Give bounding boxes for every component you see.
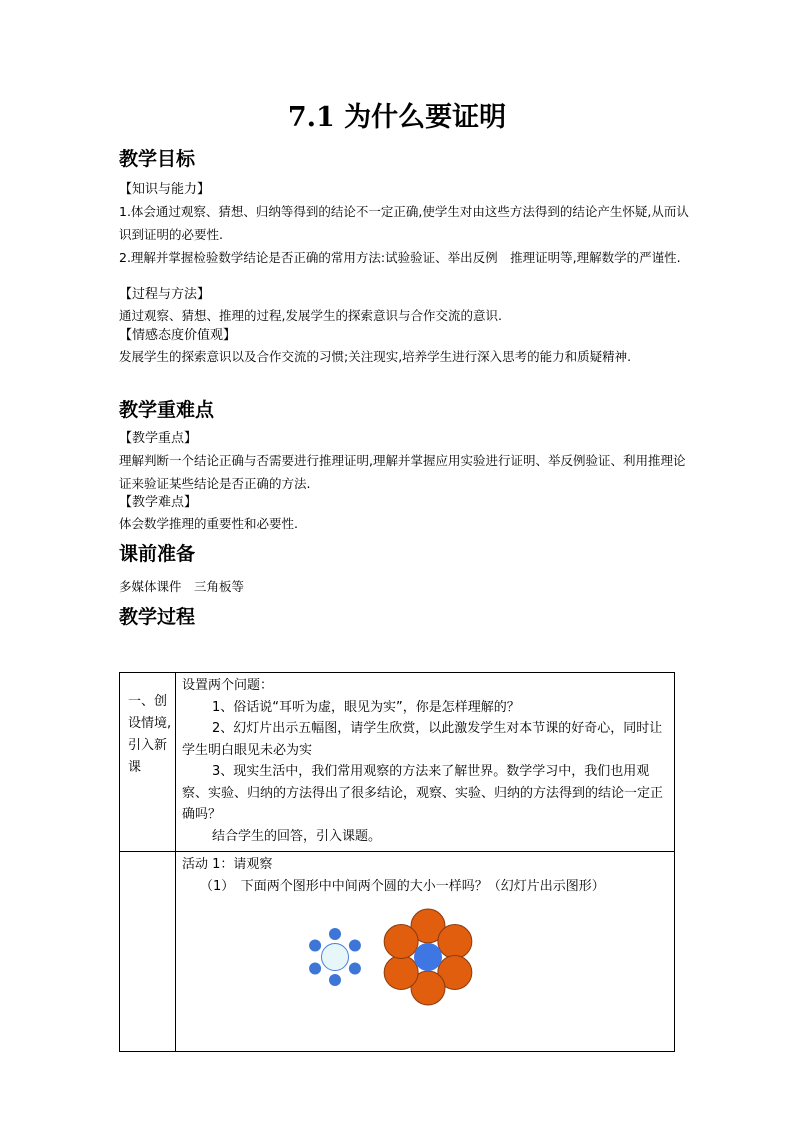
small-surround-circle — [330, 929, 341, 940]
stage-content-cell — [176, 673, 675, 852]
preparation-text: 多媒体课件 三角板等 — [119, 579, 245, 594]
table-row — [120, 673, 675, 852]
procedure-heading: 教学过程 — [119, 606, 196, 628]
difficulty-label: 【教学难点】 — [119, 495, 198, 510]
ebbinghaus-svg — [182, 897, 676, 1047]
procedure-table — [119, 672, 675, 1052]
small-surround-circle — [349, 963, 360, 974]
page-title: 7.1 为什么要证明 — [287, 102, 507, 133]
question-2: 2、幻灯片出示五幅图，请学生欣赏，以此激发学生对本节课的好奇心，同时让学生明白眼见未必为实 — [182, 721, 663, 758]
right-center-circle — [415, 944, 442, 971]
preparation-heading: 课前准备 — [119, 543, 196, 565]
attitude-text: 发展学生的探索意识以及合作交流的习惯;关注现实,培养学生进行深入思考的能力和质疑精神. — [119, 349, 632, 364]
large-surround-circle — [384, 925, 418, 959]
left-center-circle — [322, 944, 349, 971]
question-3: 3、现实生活中，我们常用观察的方法来了解世界。数学学习中，我们也用观察、实验、归纳的方法得出了很多结论，观察、实验、归纳的方法得到的结论一定正确吗？ — [182, 764, 664, 822]
small-surround-circle — [310, 940, 321, 951]
stage-label: 一、创设情境,引入新课 — [128, 694, 172, 775]
ebbinghaus-figure — [182, 897, 668, 1047]
knowledge-items — [119, 200, 694, 269]
key-points-heading: 教学重难点 — [119, 399, 215, 421]
closing-text: 结合学生的回答，引入课题。 — [212, 828, 382, 844]
large-surround-circle — [438, 925, 472, 959]
activity-question: （1） 下面两个图形中中间两个圆的大小一样吗？（幻灯片出示图形） — [200, 878, 605, 894]
focus-label: 【教学重点】 — [119, 431, 198, 446]
stage-label-cell-empty — [120, 852, 176, 1052]
stage-label-cell — [120, 673, 176, 852]
difficulty-text: 体会数学推理的重要性和必要性. — [119, 516, 298, 531]
large-surround-circle — [384, 956, 418, 990]
question-1: 1、俗话说“耳听为虚，眼见为实”，你是怎样理解的？ — [212, 699, 520, 715]
knowledge-label: 【知识与能力】 — [119, 182, 211, 197]
intro-text: 设置两个问题： — [182, 678, 274, 693]
objectives-heading: 教学目标 — [119, 148, 196, 170]
small-surround-circle — [330, 975, 341, 986]
knowledge-item-2: 2.理解并掌握检验数学结论是否正确的常用方法:试验验证、举出反例 推理证明等,理解数学的严谨性. — [119, 250, 681, 265]
activity-title: 活动 1：请观察 — [182, 857, 273, 872]
process-label: 【过程与方法】 — [119, 287, 211, 302]
attitude-label: 【情感态度价值观】 — [119, 328, 237, 343]
knowledge-item-1: 1.体会通过观察、猜想、归纳等得到的结论不一定正确,使学生对由这些方法得到的结论产生怀疑,从而认识到证明的必要性. — [119, 204, 689, 242]
process-text: 通过观察、猜想、推理的过程,发展学生的探索意识与合作交流的意识. — [119, 308, 502, 323]
focus-text: 理解判断一个结论正确与否需要进行推理证明,理解并掌握应用实验进行证明、举反例验证、利用推理论证来验证某些结论是否正确的方法. — [119, 453, 686, 491]
small-surround-circle — [349, 940, 360, 951]
small-surround-circle — [310, 963, 321, 974]
activity-content-cell — [176, 852, 675, 1052]
table-row — [120, 852, 675, 1052]
